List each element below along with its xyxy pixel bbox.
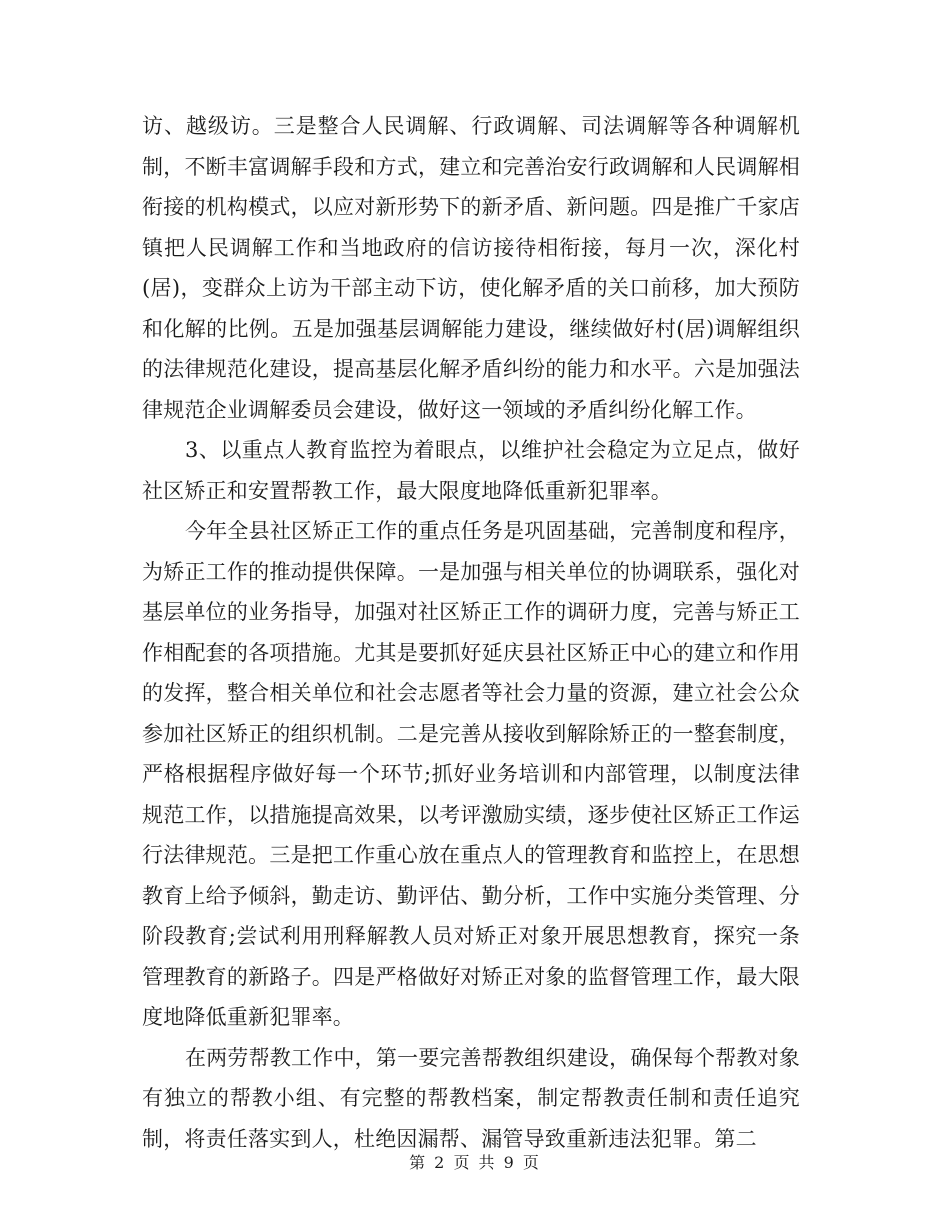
paragraph-3: 今年全县社区矫正工作的重点任务是巩固基础，完善制度和程序，为矫正工作的推动提供保障。一是加强与相关单位的协调联系，强化对基层单位的业务指导，加强对社区矫正工作的调研力度，完善与矫正工作相配套的各项措施。尤其是要抓好延庆县社区矫正中心的建立和作用的发挥，整合相关单位和社会志愿者等社会力量的资源，建立社会公众参加社区矫正的组织机制。二是完善从接收到解除矫正的一整套制度，严格根据程序做好每一个环节;抓好业务培训和内部管理，以制度法律规范工作，以措施提高效果，以考评激励实绩，逐步使社区矫正工作运行法律规范。三是把工作重心放在重点人的管理教育和监控上，在思想教育上给予倾斜，勤走访、勤评估、勤分析，工作中实施分类管理、分阶段教育;尝试利用刑释解教人员对矫正对象开展思想教育，探究一条管理教育的新路子。四是严格做好对矫正对象的监督管理工作，最大限度地降低重新犯罪率。 — [142, 519, 800, 1029]
paragraph-4: 在两劳帮教工作中，第一要完善帮教组织建设，确保每个帮教对象有独立的帮教小组、有完整的帮教档案，制定帮教责任制和责任追究制，将责任落实到人，杜绝因漏帮、漏管导致重新违法犯罪。第二 — [142, 1045, 800, 1151]
paragraph-1: 访、越级访。三是整合人民调解、行政调解、司法调解等各种调解机制，不断丰富调解手段和方式，建立和完善治安行政调解和人民调解相衔接的机构模式，以应对新形势下的新矛盾、新问题。四是推广千家店镇把人民调解工作和当地政府的信访接待相衔接，每月一次，深化村(居)，变群众上访为干部主动下访，使化解矛盾的关口前移，加大预防和化解的比例。五是加强基层调解能力建设，继续做好村(居)调解组织的法律规范化建设，提高基层化解矛盾纠纷的能力和水平。六是加强法律规范企业调解委员会建设，做好这一领域的矛盾纠纷化解工作。 — [142, 114, 800, 422]
paragraph-2: 3、以重点人教育监控为着眼点，以维护社会稳定为立足点，做好社区矫正和安置帮教工作，最大限度地降低重新犯罪率。 — [142, 438, 800, 503]
page-number-footer: 第 2 页 共 9 页 — [409, 1153, 541, 1172]
document-body — [142, 106, 800, 1159]
